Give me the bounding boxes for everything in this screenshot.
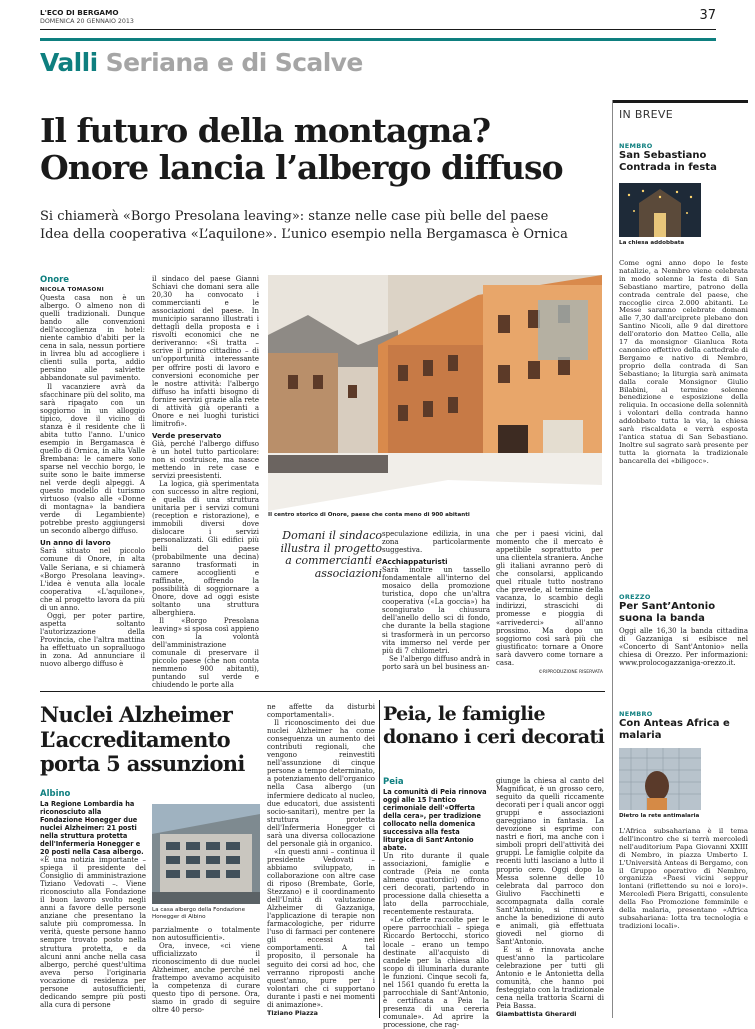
main-byline: NICOLA TOMASONI xyxy=(40,287,104,293)
breve-kicker: OREZZO xyxy=(619,593,651,601)
alz-col-2 xyxy=(152,926,260,1018)
main-col-4 xyxy=(496,530,603,680)
subtitle-line-1: Si chiamerà «Borgo Presolana leaving»: stanze nelle case più belle del paese xyxy=(40,209,549,224)
breve-title: Per Sant’Antonio suona la banda xyxy=(619,601,716,624)
alz-lead: La Regione Lombardia ha riconosciuto alla Fondazione Honegger due nuclei Alzheimer: 21 posti nella struttura protetta dell'Infermeria Honegger e 20 posti nella Casa albergo. xyxy=(40,800,144,856)
alz-kicker: Albino xyxy=(40,789,71,799)
peia-paragraph: Un rito durante il quale associazioni, famiglie e contrade (Peia ne conta almeno quattordici) offrono ceri decorati, partendo in processione dalla chiesetta a lato della parrocchiale, recentemente restaurata. xyxy=(383,852,489,917)
alz-paragraph: «È una notizia importante – spiega il presidente del Consiglio di amministrazione Tiziano Vedovati –. Viene riconosciuto alla Fondazione il buon lavoro svolto negli anni a favore delle persone anziane che presentano la salute più compromessa. In verità, queste persone hanno sempre trovato posto nella struttura protetta, e da alcuni anni anche nella casa albergo, perché quest'ultima aveva perso l'originaria vocazione di residenza per persone autosufficienti, dedicando sempre più posti alla cura di persone xyxy=(40,856,146,1009)
subhead-acchiappaturisti: Acchiappaturisti xyxy=(382,557,448,567)
main-paragraph: che per i paesi vicini, dal momento che il mercato è appetibile soprattutto per una clientela straniera. Anche gli italiani avranno però di che consolarsi, applicando quel rituale tutto nostrano che prevede, al termine della vacanza, lo scambio degli indirizzi, strascichi di promesse e pioggia di «arrivederci» all'anno prossimo. Ma dopo un soggiorno così sarà più che giustificato: tornare a Onore sarà davvero come tornare a casa. xyxy=(496,530,603,667)
alz-headline-line-1: Nuclei Alzheimer xyxy=(40,702,233,727)
peia-lead: La comunità di Peia rinnova oggi alle 15 l'antico cerimoniale dell'«Offerta della cera», per tradizione collocato nella domenica successiva alla festa liturgica di Sant'Antonio abate. xyxy=(383,788,487,852)
breve-text-2: Oggi alle 16,30 la banda cittadina di Gazzaniga si esibisce nel «Concerto di Sant'Antonio» nella chiesa di Orezzo. Per informazioni: www.prolocogazzaniga-orezzo.it. xyxy=(619,627,748,668)
page-number: 37 xyxy=(699,8,716,23)
main-paragraph: Oggi, per poter partire, aspetta soltanto l'autorizzazione della Provincia, che l'altra mattina ha effettuato un sopralluogo in zona. Ad annunciare il nuovo albergo diffuso è xyxy=(40,611,145,669)
subhead-un-anno: Un anno di lavoro xyxy=(40,538,111,548)
breve-kicker: NEMBRO xyxy=(619,710,653,718)
subtitle-line-2: Idea della cooperativa «L’aquilone». L’unico esempio nella Bergamasca è Ornica xyxy=(40,227,568,242)
main-paragraph: speculazione edilizia, in una zona particolarmente suggestiva. xyxy=(382,530,490,555)
main-headline xyxy=(40,112,600,186)
breve-title: San Sebastiano Contrada in festa xyxy=(619,150,717,173)
malaria-net-photo xyxy=(619,748,701,810)
peia-author: Giambattista Gherardi xyxy=(496,1010,577,1019)
peia-paragraph: E si è rinnovata anche quest'anno la particolare celebrazione per tutti gli Antonio e le Antonietta della comunità, che hanno poi festeggiato con la tradizionale cena nella trattoria Scarni di Peia Bassa. xyxy=(496,945,604,1011)
breve-title: Con Anteas Africa e malaria xyxy=(619,718,730,741)
church-illustration xyxy=(619,183,701,237)
peia-col-2 xyxy=(496,777,604,1017)
alz-paragraph: Ora, invece, «ci viene ufficializzato il riconoscimento di due nuclei Alzheimer, anche perché nel frattempo avevamo acquisito la competenza di curare questo tipo di persone. Ora, siamo in grado di seguire oltre 40 perso- xyxy=(152,942,260,1015)
main-paragraph: Sarà inoltre un tassello fondamentale all'interno del mosaico della promozione turistica, dopo che un'altra cooperativa («La goccia») ha scongiurato la chiusura dell'anello dello sci di fondo, che durante la bella stagione si trasformerà in un percorso vita immerso nel verde per più di 7 chilometri. xyxy=(382,566,490,655)
main-paragraph: Già, perché l'albergo diffuso è un hotel tutto particolare: non si costruisce, ma nasce mettendo in rete case e servizi preesistenti. xyxy=(152,439,259,481)
headline-line-2: Onore lancia l’albergo diffuso xyxy=(40,148,563,187)
breve-kicker: NEMBRO xyxy=(619,142,653,150)
breve-text-3: L'Africa subsahariana è il tema dell'incontro che si terrà mercoledì nell'auditorium Papa Giovanni XXIII di Nembro, in piazza Umberto I. L'Università Anteas di Bergamo, con il Gruppo operativo di Nembro, organizza «Paesi vicini seppur lontani (riflettendo su noi e loro)». Mercoledì Piera Brigatti, consulente della Fao Promozione femminile e della malaria, presentano «Africa subsahariana: lotta tra tecnologia e tradizioni locali». xyxy=(619,827,748,930)
peia-col-1 xyxy=(383,777,489,1029)
masthead-rule xyxy=(40,29,716,30)
alz-col-3 xyxy=(267,703,375,1019)
issue-date: DOMENICA 20 GENNAIO 2013 xyxy=(40,18,134,25)
alz-paragraph: parzialmente o totalmente non autosufficienti». xyxy=(152,926,260,943)
main-kicker: Onore xyxy=(40,275,70,285)
honegger-building-illustration xyxy=(152,804,260,904)
breve-item-2 xyxy=(619,593,748,667)
alz-headline-line-3: porta 5 assunzioni xyxy=(40,751,245,776)
accent-bar xyxy=(40,38,716,41)
section-divider xyxy=(40,691,605,692)
in-breve-header: IN BREVE xyxy=(619,108,673,121)
peia-paragraph: «Le offerte raccolte per le opere parrocchiali – spiega Riccardo Bertocchi, storico locale – erano un tempo destinate all'acquisto di candele per la chiesa allo scopo di illuminarla durante le funzioni. Cinque secoli fa, nel 1561 quando fu eretta la parrocchiale di Sant'Antonio, è certificata a Peia la presenza di una cereria comunale». Ad aprire la processione, che rag- xyxy=(383,916,489,1029)
section-main: Valli xyxy=(40,48,98,77)
main-paragraph: Se l'albergo diffuso andrà in porto sarà un bel business an- xyxy=(382,654,490,671)
main-col-1 xyxy=(40,275,145,673)
main-subtitle xyxy=(40,208,610,244)
pullquote-text: Domani il sindaco illustra il progetto a commercianti e associazioni xyxy=(280,529,382,580)
subhead-verde: Verde preservato xyxy=(152,430,222,440)
alz-paragraph: Il riconoscimento dei due nuclei Alzheimer ha come conseguenza un aumento dei contributi regionali, che vengono reinvestiti nell'assunzione di cinque persone a tempo determinato, a potenziamento dell'organico nella Casa albergo (un infermiere dedicato al nucleo, due educatori, due assistenti socio-sanitari), mentre per la struttura protetta dell'Infermeria Honegger ci sarà una diversa collocazione del personale già in organico. xyxy=(267,719,375,848)
onore-photo xyxy=(268,275,602,511)
section-sub: Seriana e di Scalve xyxy=(105,48,363,77)
breve-item-1 xyxy=(619,142,748,173)
copyright-note: ©RIPRODUZIONE RISERVATA xyxy=(538,669,603,675)
peia-headline-line-1: Peia, le famiglie xyxy=(383,703,545,725)
main-paragraph: Il «Borgo Presolana leaving» si sposa così appieno con la volontà dell'amministrazione comunale di preservare il piccolo paese (che non conta nemmeno 900 abitanti), puntando sul verde e chiudendo le porte alla xyxy=(152,616,260,690)
headline-line-1: Il futuro della montagna? xyxy=(40,111,491,150)
section-header xyxy=(40,46,363,80)
malaria-caption: Dietro la rete antimalaria xyxy=(619,813,700,819)
peia-headline-line-2: donano i ceri decorati xyxy=(383,726,605,748)
peia-paragraph: giunge la chiesa al canto del Magnificat, è un grosso cero, seguito da quelli riccamente decorati per i quali ancor oggi gruppi e associazioni gareggiano in fantasia. La devozione si esprime con nastri e fiori, ma anche con i simboli propri dell'attività dei gruppi. Le famiglie colpite da recenti lutti lasciano a lutto il proprio cero. Oggi dopo la Messa solenne delle 10 celebrata dal parroco don Giulivo Facchinetti e accompagnata dalla corale Sant'Antonio, si rinnoverà anche la benedizione di auto e animali, già effettuata giovedì nel giorno di Sant'Antonio. xyxy=(496,777,604,946)
alz-headline-line-2: L’accreditamento xyxy=(40,726,230,752)
malaria-net-illustration xyxy=(619,748,701,810)
main-paragraph: il sindaco del paese Gianni Schiavi che domani sera alle 20,30 ha convocato i commercianti e le associazioni del paese. In municipio saranno illustrati i dettagli della proposta e i risvolti economici che ne deriveranno: «Si tratta – scrive il primo cittadino – di un'opportunità interessante per offrire posti di lavoro e conversioni economiche per le nostre attività: l'albergo diffuso ha infatti bisogno di fornire servizi grazie alla rete di attività già operanti a Onore e nei luoghi turistici limitrofi». xyxy=(152,275,259,428)
onore-street-illustration xyxy=(268,275,602,511)
honegger-caption: La casa albergo della Fondazione Honegger di Albino xyxy=(152,907,246,920)
sidebar-rule xyxy=(612,100,613,1018)
alz-author: Tiziano Piazza xyxy=(267,1008,318,1017)
alzheimer-headline xyxy=(40,703,265,777)
alz-paragraph: «In questi anni – continua il presidente Vedovati – abbiamo sviluppato, in collaborazione con altre case di riposo (Brembate, Gorle, Stezzano) e il coordinamento dell'Unità di valutazione Alzheimer di Gazzaniga, l'applicazione di terapie non farmacologiche, per ridurre l'uso di farmaci per contenere gli eccessi nei comportamenti. A tal proposito, il personale ha seguito dei corsi ad hoc, che verranno riproposti anche quest'anno, pure per i volontari che ci supportano durante i pasti e nei momenti di animazione». xyxy=(267,847,375,1009)
photo-caption: Il centro storico di Onore, paese che conta meno di 900 abitanti xyxy=(268,512,470,518)
main-paragraph: La logica, già sperimentata con successo in altre regioni, è quella di una struttura unitaria per i servizi comuni (reception e ristorazione), e immobili diversi dove dislocare i servizi personalizzati. Gli edifici più belli del paese (probabilmente una decina) saranno trasformati in camere accoglienti e raffinate, offrendo la possibilità di soggiornare a Onore, dove ad oggi esiste soltanto una struttura alberghiera. xyxy=(152,480,259,617)
alz-paragraph: ne affette da disturbi comportamentali». xyxy=(267,703,375,720)
masthead xyxy=(40,8,716,30)
alz-col-1 xyxy=(40,789,146,1017)
sidebar-top-rule xyxy=(612,100,748,103)
breve-item-3 xyxy=(619,710,748,741)
peia-headline xyxy=(383,703,608,749)
main-col-2 xyxy=(152,275,260,690)
church-photo xyxy=(619,183,701,237)
church-caption: La chiesa addobbata xyxy=(619,240,685,246)
pullquote xyxy=(275,530,382,580)
paper-name: L'ECO DI BERGAMO xyxy=(40,8,119,17)
breve-text-1: Come ogni anno dopo le feste natalizie, a Nembro viene celebrata in modo solenne la festa di San Sebastiano martire, patrono della contrada centrale del paese, che raccoglie circa 2.000 abitanti. Le Messe saranno celebrate domani alle 7,30 dall'arciprete plebano don Santino Nicoli, alle 9 dal direttore dell'oratorio don Matteo Cella, alle 17 da monsignor Gianluca Rota canonico effettivo della cattedrale di Bergamo e nativo di Nembro, proprio della contrada di San Sebastiano; la liturgia sarà animata dalla corale Monsignor Giulio Bilabini, al termine solenne benedizione e esposizione della reliquia. In occasione della solennità i volontari della contrada hanno addobbato tutta la via, la chiesa sarà riscaldata e verrà esposta l'antica statua di San Sebastiano. Inoltre sul sagrato sarà presente per tutta la giornata la tradizionale bancarella dei «biligocc». xyxy=(619,259,748,465)
peia-kicker: Peia xyxy=(383,777,404,787)
main-paragraph: Questa casa non è un albergo. O almeno non di quelli tradizionali. Dunque bando alle convenzioni dell'accoglienza in hotel: niente cambio d'abiti per la cena in sala, nessun portiere in livrea blu ad accogliere i clienti sulla porta, addio persino alle salviette abbandonate sul pavimento. xyxy=(40,294,145,383)
main-paragraph: Sarà situato nel piccolo comune di Onore, in alta Valle Seriana, e si chiamerà «Borgo Presolana leaving». L'idea è venuta alla locale cooperativa «L'aquilone», che al progetto lavora da più di un anno. xyxy=(40,547,145,612)
main-col-3 xyxy=(382,530,490,680)
main-paragraph: Il vacanziere avrà da sfacchinare più del solito, ma sarà ripagato con un soggiorno in un alloggio tipico, dove il vicino di stanza è il residente che lì abita tutto l'anno. L'unico esempio in Bergamasca è quello di Ornica, in alta Valle Brembana: le camere sono sparse nel vecchio borgo, le suite sono le baite immerse nel verde degli alpeggi. A questo modello di turismo virtuoso (valso alle «Donne di montagna» la bandiera verde di Legambiente) potrebbe presto aggiungersi un secondo albergo diffuso. xyxy=(40,382,145,536)
honegger-photo xyxy=(152,804,260,904)
column-divider xyxy=(379,700,380,1018)
